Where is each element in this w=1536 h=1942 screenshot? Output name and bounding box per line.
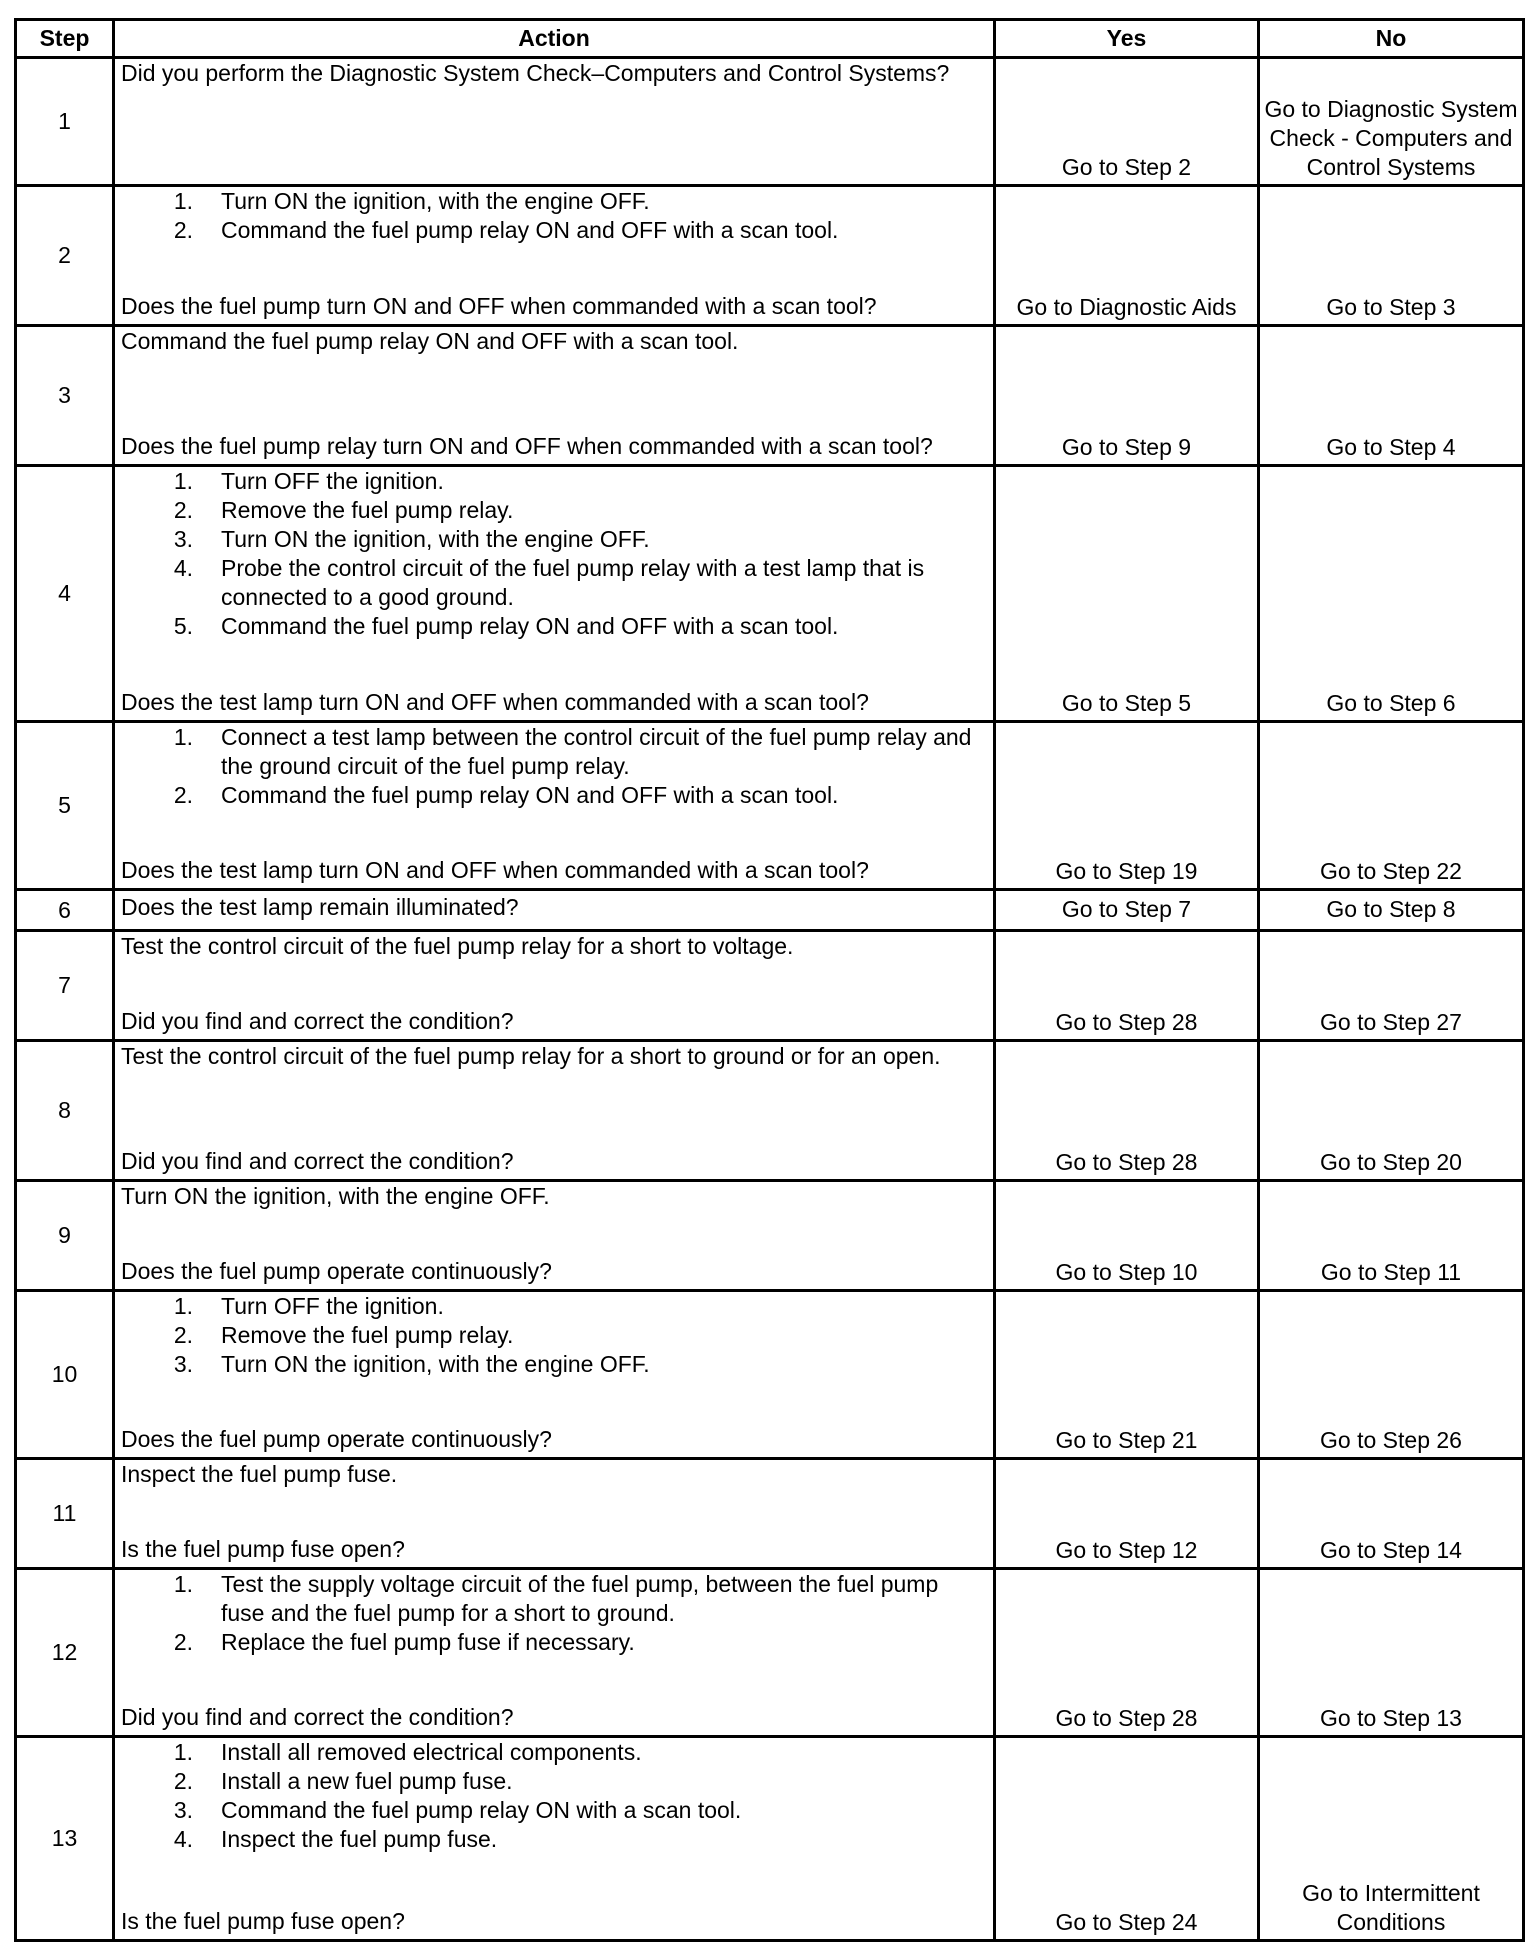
header-step: Step bbox=[16, 20, 114, 58]
procedure-item bbox=[121, 1825, 987, 1854]
procedure-item-number: 2. bbox=[173, 782, 193, 808]
procedure-item-text: Turn OFF the ignition. bbox=[221, 468, 444, 494]
procedure-item-number: 3. bbox=[173, 526, 193, 552]
table-row bbox=[16, 931, 1524, 1041]
table-row bbox=[16, 1569, 1524, 1737]
step-number: 11 bbox=[16, 1459, 114, 1569]
procedure-item bbox=[121, 1292, 987, 1321]
procedure-item-text: Command the fuel pump relay ON and OFF with a scan tool. bbox=[221, 782, 839, 808]
action-question: Does the test lamp turn ON and OFF when commanded with a scan tool? bbox=[121, 857, 869, 883]
table-header-row bbox=[16, 20, 1524, 58]
action-cell bbox=[114, 1459, 995, 1569]
procedure-item-text: Replace the fuel pump fuse if necessary. bbox=[221, 1629, 635, 1655]
procedure-item-number: 1. bbox=[173, 468, 193, 494]
step-number: 8 bbox=[16, 1041, 114, 1181]
action-cell bbox=[114, 1569, 995, 1737]
action-text: Test the control circuit of the fuel pump relay for a short to ground or for an open. bbox=[121, 1043, 941, 1069]
action-cell bbox=[114, 1041, 995, 1181]
step-number: 1 bbox=[16, 58, 114, 186]
procedure-item-text: Command the fuel pump relay ON and OFF with a scan tool. bbox=[221, 613, 839, 639]
yes-result: Go to Step 19 bbox=[995, 722, 1259, 890]
step-number: 3 bbox=[16, 326, 114, 466]
procedure-item-number: 1. bbox=[173, 724, 193, 750]
procedure-item-number: 1. bbox=[173, 1293, 193, 1319]
procedure-item-number: 3. bbox=[173, 1797, 193, 1823]
action-question: Did you find and correct the condition? bbox=[121, 1704, 514, 1730]
yes-result: Go to Step 28 bbox=[995, 1041, 1259, 1181]
action-text: Test the control circuit of the fuel pump relay for a short to voltage. bbox=[121, 933, 794, 959]
procedure-item bbox=[121, 496, 987, 525]
procedure-item bbox=[121, 187, 987, 216]
action-question: Is the fuel pump fuse open? bbox=[121, 1536, 405, 1562]
step-number: 9 bbox=[16, 1181, 114, 1291]
step-number: 13 bbox=[16, 1737, 114, 1941]
procedure-list bbox=[121, 187, 987, 245]
procedure-item bbox=[121, 723, 987, 781]
no-result: Go to Intermittent Conditions bbox=[1259, 1737, 1524, 1941]
table-row bbox=[16, 58, 1524, 186]
procedure-item-text: Install all removed electrical components. bbox=[221, 1739, 642, 1765]
procedure-item-number: 4. bbox=[173, 1826, 193, 1852]
procedure-item-text: Command the fuel pump relay ON with a scan tool. bbox=[221, 1797, 742, 1823]
action-cell bbox=[114, 931, 995, 1041]
table-row bbox=[16, 890, 1524, 931]
procedure-item-number: 2. bbox=[173, 1768, 193, 1794]
procedure-item bbox=[121, 1570, 987, 1628]
header-yes: Yes bbox=[995, 20, 1259, 58]
action-cell bbox=[114, 890, 995, 931]
action-cell bbox=[114, 466, 995, 722]
procedure-item-number: 2. bbox=[173, 497, 193, 523]
no-result: Go to Step 13 bbox=[1259, 1569, 1524, 1737]
action-cell bbox=[114, 58, 995, 186]
step-number: 2 bbox=[16, 186, 114, 326]
action-text: Command the fuel pump relay ON and OFF with a scan tool. bbox=[121, 328, 739, 354]
procedure-item-number: 5. bbox=[173, 613, 193, 639]
step-number: 12 bbox=[16, 1569, 114, 1737]
procedure-list bbox=[121, 723, 987, 810]
procedure-item-text: Install a new fuel pump fuse. bbox=[221, 1768, 513, 1794]
yes-result: Go to Step 2 bbox=[995, 58, 1259, 186]
action-question: Does the fuel pump turn ON and OFF when commanded with a scan tool? bbox=[121, 293, 877, 319]
yes-result: Go to Step 7 bbox=[995, 890, 1259, 931]
step-number: 6 bbox=[16, 890, 114, 931]
procedure-list bbox=[121, 1292, 987, 1379]
yes-result: Go to Step 24 bbox=[995, 1737, 1259, 1941]
no-result: Go to Diagnostic System Check - Computers and Control Systems bbox=[1259, 58, 1524, 186]
no-result: Go to Step 27 bbox=[1259, 931, 1524, 1041]
no-result: Go to Step 4 bbox=[1259, 326, 1524, 466]
action-question: Did you find and correct the condition? bbox=[121, 1148, 514, 1174]
action-question: Does the fuel pump relay turn ON and OFF when commanded with a scan tool? bbox=[121, 433, 933, 459]
action-question: Is the fuel pump fuse open? bbox=[121, 1908, 405, 1934]
action-cell bbox=[114, 186, 995, 326]
action-cell bbox=[114, 1737, 995, 1941]
procedure-item-text: Command the fuel pump relay ON and OFF with a scan tool. bbox=[221, 217, 839, 243]
no-result: Go to Step 20 bbox=[1259, 1041, 1524, 1181]
yes-result: Go to Step 21 bbox=[995, 1291, 1259, 1459]
procedure-item-number: 1. bbox=[173, 1739, 193, 1765]
yes-result: Go to Diagnostic Aids bbox=[995, 186, 1259, 326]
table-row bbox=[16, 466, 1524, 722]
procedure-item bbox=[121, 612, 987, 641]
procedure-item-number: 3. bbox=[173, 1351, 193, 1377]
procedure-list bbox=[121, 1570, 987, 1657]
table-row bbox=[16, 1737, 1524, 1941]
procedure-item bbox=[121, 781, 987, 810]
procedure-item-text: Turn ON the ignition, with the engine OFF. bbox=[221, 188, 650, 214]
procedure-item-text: Test the supply voltage circuit of the fuel pump, between the fuel pump fuse and the fuel pump for a short to ground. bbox=[221, 1571, 939, 1626]
procedure-item-number: 2. bbox=[173, 1322, 193, 1348]
yes-result: Go to Step 12 bbox=[995, 1459, 1259, 1569]
header-no: No bbox=[1259, 20, 1524, 58]
action-cell bbox=[114, 1181, 995, 1291]
procedure-item bbox=[121, 1738, 987, 1767]
header-action: Action bbox=[114, 20, 995, 58]
table-row bbox=[16, 1459, 1524, 1569]
no-result: Go to Step 14 bbox=[1259, 1459, 1524, 1569]
procedure-item bbox=[121, 467, 987, 496]
procedure-item-text: Turn OFF the ignition. bbox=[221, 1293, 444, 1319]
diagnostic-table bbox=[14, 18, 1525, 1942]
procedure-item-text: Turn ON the ignition, with the engine OFF. bbox=[221, 526, 650, 552]
procedure-list bbox=[121, 467, 987, 641]
procedure-item bbox=[121, 525, 987, 554]
action-cell bbox=[114, 722, 995, 890]
procedure-item bbox=[121, 1321, 987, 1350]
table-row bbox=[16, 1041, 1524, 1181]
step-number: 7 bbox=[16, 931, 114, 1041]
procedure-item bbox=[121, 554, 987, 612]
action-text: Inspect the fuel pump fuse. bbox=[121, 1461, 398, 1487]
action-question: Does the fuel pump operate continuously? bbox=[121, 1258, 552, 1284]
no-result: Go to Step 3 bbox=[1259, 186, 1524, 326]
procedure-item bbox=[121, 1628, 987, 1657]
no-result: Go to Step 11 bbox=[1259, 1181, 1524, 1291]
no-result: Go to Step 8 bbox=[1259, 890, 1524, 931]
yes-result: Go to Step 5 bbox=[995, 466, 1259, 722]
action-question: Did you find and correct the condition? bbox=[121, 1008, 514, 1034]
procedure-item-text: Inspect the fuel pump fuse. bbox=[221, 1826, 498, 1852]
yes-result: Go to Step 9 bbox=[995, 326, 1259, 466]
action-text: Did you perform the Diagnostic System Check–Computers and Control Systems? bbox=[121, 60, 950, 86]
step-number: 5 bbox=[16, 722, 114, 890]
no-result: Go to Step 6 bbox=[1259, 466, 1524, 722]
procedure-item-number: 1. bbox=[173, 188, 193, 214]
action-cell bbox=[114, 1291, 995, 1459]
action-text: Does the test lamp remain illuminated? bbox=[121, 893, 519, 920]
table-row bbox=[16, 186, 1524, 326]
procedure-item-text: Probe the control circuit of the fuel pump relay with a test lamp that is connected to a good ground. bbox=[221, 555, 925, 610]
procedure-item bbox=[121, 216, 987, 245]
procedure-list bbox=[121, 1738, 987, 1854]
table-row bbox=[16, 1291, 1524, 1459]
table-row bbox=[16, 1181, 1524, 1291]
procedure-item-text: Remove the fuel pump relay. bbox=[221, 497, 514, 523]
yes-result: Go to Step 28 bbox=[995, 1569, 1259, 1737]
table-row bbox=[16, 326, 1524, 466]
step-number: 10 bbox=[16, 1291, 114, 1459]
action-question: Does the test lamp turn ON and OFF when commanded with a scan tool? bbox=[121, 689, 869, 715]
procedure-item-number: 4. bbox=[173, 555, 193, 581]
procedure-item-text: Connect a test lamp between the control circuit of the fuel pump relay and the ground circuit of the fuel pump relay. bbox=[221, 724, 972, 779]
action-text: Turn ON the ignition, with the engine OFF. bbox=[121, 1183, 550, 1209]
action-question: Does the fuel pump operate continuously? bbox=[121, 1426, 552, 1452]
no-result: Go to Step 26 bbox=[1259, 1291, 1524, 1459]
procedure-item-text: Turn ON the ignition, with the engine OFF. bbox=[221, 1351, 650, 1377]
no-result: Go to Step 22 bbox=[1259, 722, 1524, 890]
yes-result: Go to Step 10 bbox=[995, 1181, 1259, 1291]
procedure-item-number: 2. bbox=[173, 217, 193, 243]
procedure-item-number: 1. bbox=[173, 1571, 193, 1597]
table-row bbox=[16, 722, 1524, 890]
procedure-item bbox=[121, 1767, 987, 1796]
procedure-item bbox=[121, 1350, 987, 1379]
procedure-item-text: Remove the fuel pump relay. bbox=[221, 1322, 514, 1348]
action-cell bbox=[114, 326, 995, 466]
procedure-item bbox=[121, 1796, 987, 1825]
procedure-item-number: 2. bbox=[173, 1629, 193, 1655]
step-number: 4 bbox=[16, 466, 114, 722]
yes-result: Go to Step 28 bbox=[995, 931, 1259, 1041]
